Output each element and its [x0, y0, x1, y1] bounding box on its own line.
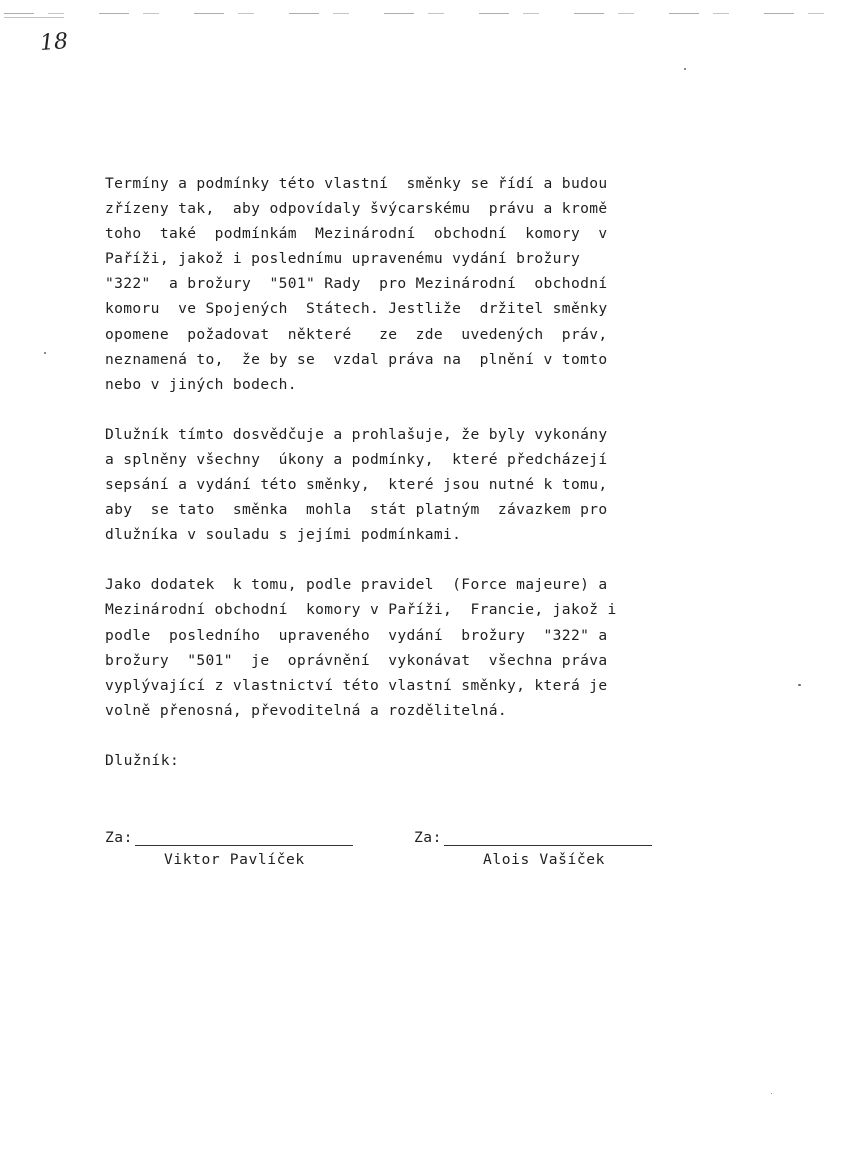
text-line: "322" a brožury "501" Rady pro Mezinárodní obchodní	[105, 275, 608, 293]
signature-za-label: Za:	[414, 829, 442, 846]
signature-line	[444, 831, 652, 846]
text-line: opomene požadovat některé ze zde uvedených práv,	[105, 325, 608, 343]
text-line: vyplývající z vlastnictví této vlastní směnky, která je	[105, 676, 608, 694]
scan-artifact-top-line	[4, 13, 846, 14]
signature-line	[135, 831, 353, 846]
text-line: dlužníka v souladu s jejími podmínkami.	[105, 526, 462, 544]
scan-speck	[771, 1093, 772, 1094]
text-line: nebo v jiných bodech.	[105, 375, 297, 393]
text-line: aby se tato směnka mohla stát platným závazkem pro	[105, 501, 608, 519]
scan-speck	[798, 684, 801, 686]
paragraph-terms	[105, 171, 665, 397]
text-line: Termíny a podmínky této vlastní směnky se řídí a budou	[105, 175, 608, 192]
signatory-name: Viktor Pavlíček	[164, 851, 305, 868]
paragraph-addendum	[105, 572, 665, 723]
text-line: Dlužník tímto dosvědčuje a prohlašuje, že byly vykonány	[105, 425, 608, 443]
signature-za-label: Za:	[105, 829, 133, 846]
signature-block-right	[414, 826, 664, 868]
signature-block-left	[105, 826, 355, 868]
text-line: komoru ve Spojených Státech. Jestliže držitel směnky	[105, 300, 608, 318]
debtor-label: Dlužník:	[105, 751, 180, 769]
document-body	[105, 171, 665, 773]
scan-artifact-top-line-short	[4, 17, 64, 18]
paragraph-debtor-declaration	[105, 422, 665, 547]
text-line: Jako dodatek k tomu, podle pravidel (Force majeure) a	[105, 576, 608, 594]
scan-speck	[44, 352, 46, 354]
text-line: toho také podmínkám Mezinárodní obchodní komory v	[105, 225, 608, 243]
handwritten-page-number: 18	[39, 29, 69, 56]
text-line: volně přenosná, převoditelná a rozdělitelná.	[105, 701, 507, 719]
text-line: Paříži, jakož i poslednímu upravenému vydání brožury	[105, 250, 581, 268]
text-line: zřízeny tak, aby odpovídaly švýcarskému právu a kromě	[105, 200, 608, 218]
text-line: neznamená to, že by se vzdal práva na plnění v tomto	[105, 350, 608, 368]
text-line: a splněny všechny úkony a podmínky, které předcházejí	[105, 450, 608, 468]
text-line: brožury "501" je oprávnění vykonávat všechna práva	[105, 651, 608, 669]
text-line: Mezinárodní obchodní komory v Paříži, Francie, jakož i	[105, 601, 617, 619]
text-line: sepsání a vydání této směnky, které jsou nutné k tomu,	[105, 476, 608, 494]
text-line: podle posledního upraveného vydání brožury "322" a	[105, 626, 608, 644]
scan-speck	[684, 68, 686, 70]
signatory-name: Alois Vašíček	[483, 851, 606, 868]
